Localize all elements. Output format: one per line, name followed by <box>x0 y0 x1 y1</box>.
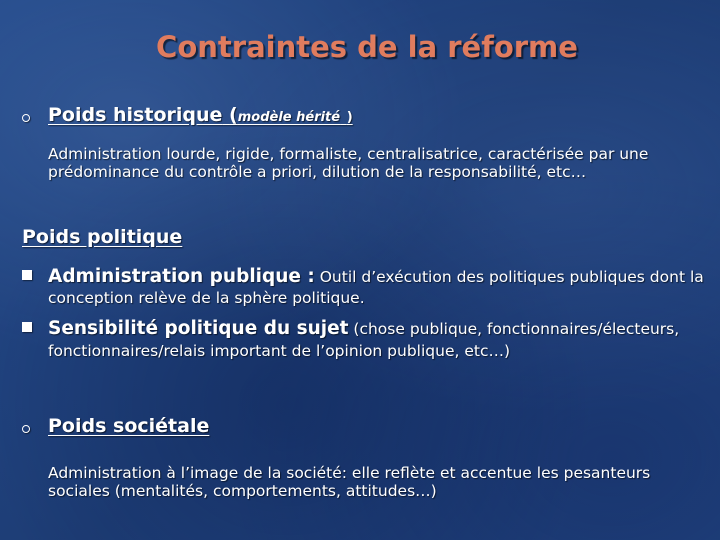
list-item-lead: Sensibilité politique du sujet <box>48 318 349 339</box>
heading-paren-open: ( <box>229 104 238 126</box>
list-item <box>48 318 713 362</box>
section-heading-historique <box>48 104 353 126</box>
section-heading-societale: Poids sociétale <box>48 415 210 437</box>
square-bullet-icon <box>22 322 32 332</box>
heading-label: Poids historique <box>48 104 223 126</box>
section-heading-politique: Poids politique <box>22 226 183 248</box>
list-item <box>48 266 713 309</box>
heading-paren-emphasis: modèle hérité <box>237 110 341 125</box>
circle-bullet-icon <box>22 114 30 122</box>
list-item-lead: Administration publique : <box>48 266 315 287</box>
slide-title: Contraintes de la réforme <box>156 30 578 64</box>
section-body-historique: Administration lourde, rigide, formaliste, centralisatrice, caractérisée par une prédominance du contrôle a priori, dilution de la responsabilité, etc… <box>48 145 649 181</box>
heading-paren-close: ) <box>346 110 353 125</box>
list-item-text: (chose publique, fonctionnaires/électeurs, fonctionnaires/relais important de l’opinion publique, etc…) <box>48 320 680 360</box>
circle-bullet-icon <box>22 425 30 433</box>
square-bullet-icon <box>22 270 32 280</box>
section-body-societale: Administration à l’image de la société: elle reflète et accentue les pesanteurs sociales (mentalités, comportements, attitudes…) <box>48 464 651 500</box>
list-item-text: Outil d’exécution des politiques publiques dont la conception relève de la sphère politique. <box>48 268 704 307</box>
